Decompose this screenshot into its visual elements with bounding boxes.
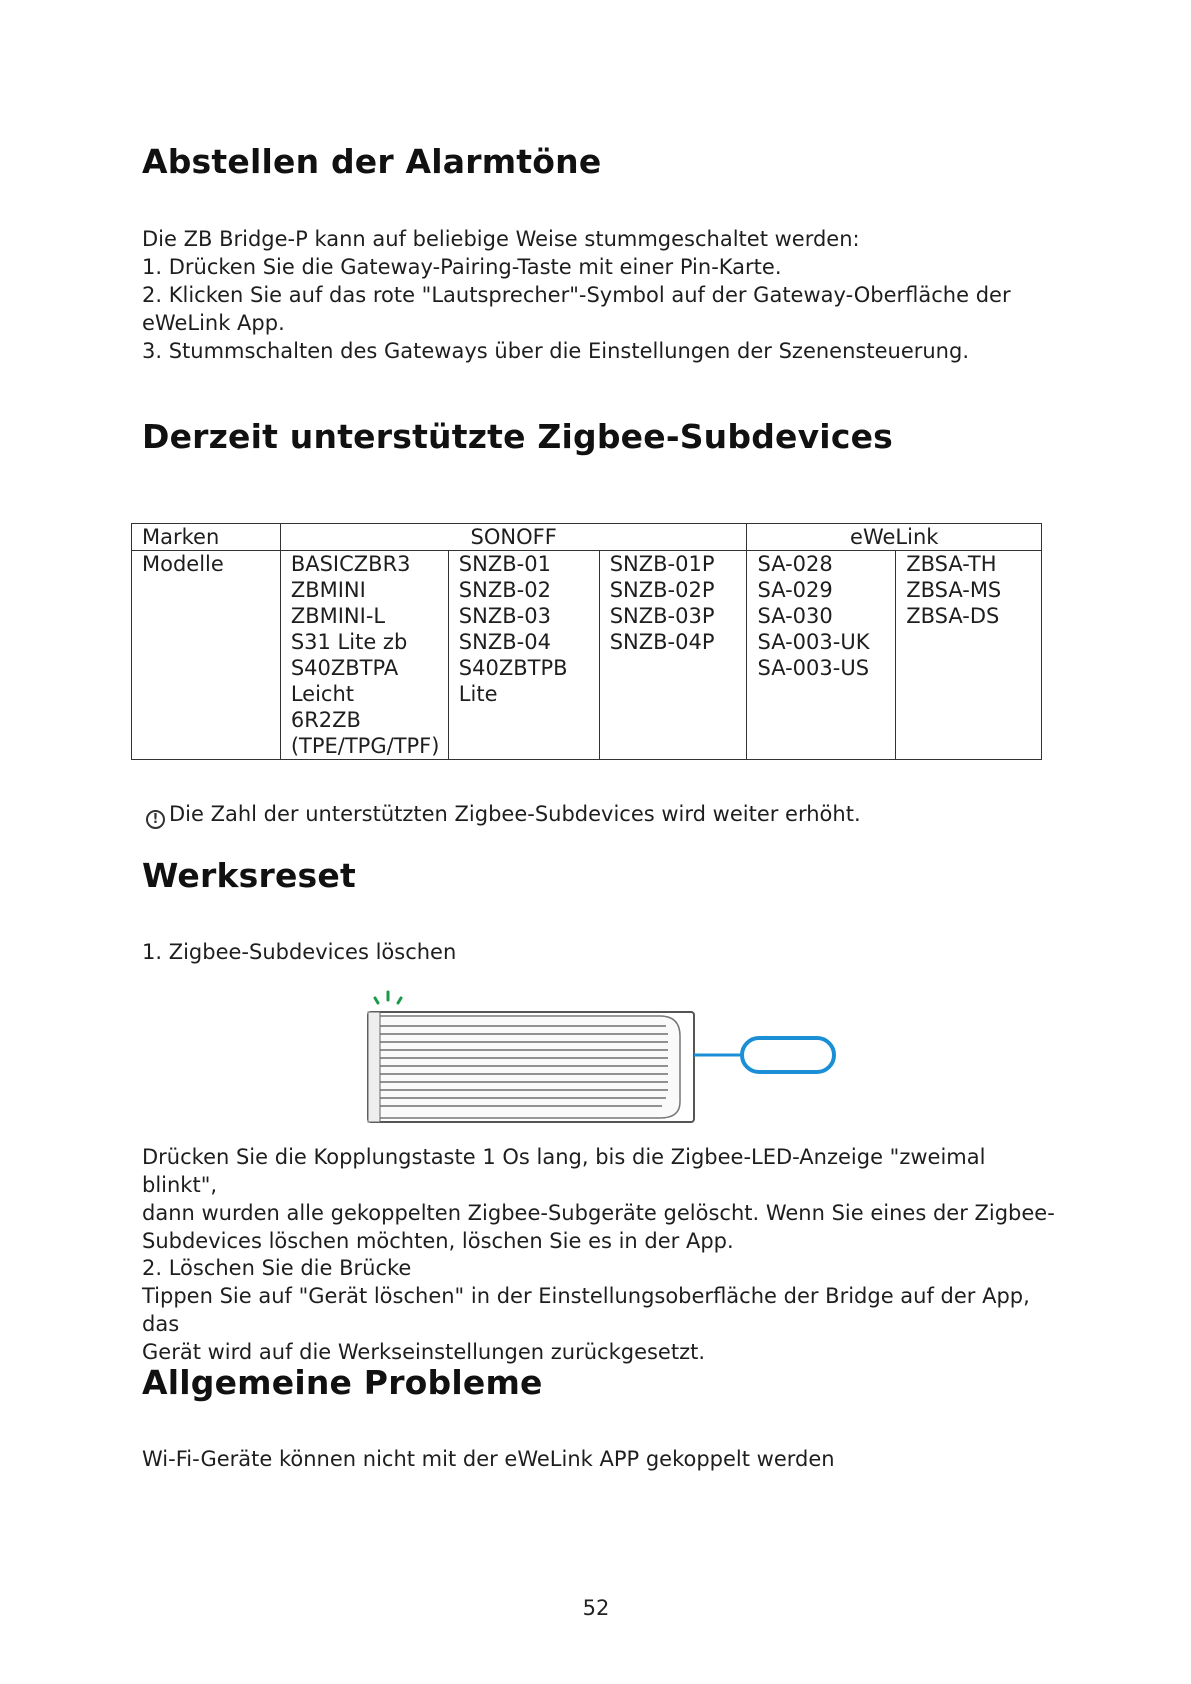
alarm-tones-text	[142, 225, 1042, 365]
note-text: Die Zahl der unterstützten Zigbee-Subdevices wird weiter erhöht.	[169, 802, 861, 826]
page-number: 52	[582, 1596, 610, 1620]
model-name: S31 Lite zb	[290, 630, 408, 654]
step2-title: 2. Löschen Sie die Brücke	[142, 1256, 412, 1280]
model-name: SA-030	[757, 604, 833, 628]
models-col-5	[896, 551, 1042, 760]
model-name: Leicht	[290, 682, 355, 706]
heading-alarm-tones: Abstellen der Alarmtöne	[142, 142, 602, 181]
model-name: SA-029	[757, 578, 833, 602]
text-line: Die ZB Bridge-P kann auf beliebige Weise stummgeschaltet werden:	[142, 227, 860, 251]
model-name: SA-003-UK	[757, 630, 870, 654]
model-name: S40ZBTPA	[290, 656, 399, 680]
models-label-cell: Modelle	[132, 551, 281, 760]
models-col-4	[747, 551, 896, 760]
text-line: dann wurden alle gekoppelten Zigbee-Subgeräte gelöscht. Wenn Sie eines der Zigbee-	[142, 1201, 1055, 1225]
models-col-1	[280, 551, 448, 760]
brand-sonoff-cell: SONOFF	[280, 524, 747, 551]
step2-block	[142, 1254, 1062, 1366]
models-col-3	[599, 551, 747, 760]
model-name: SNZB-03	[458, 604, 551, 628]
model-name: SNZB-02P	[609, 578, 715, 602]
model-name: SNZB-04P	[609, 630, 715, 654]
supported-devices-table	[131, 523, 1042, 760]
model-name: ZBSA-TH	[906, 552, 997, 576]
heading-supported-subdevices: Derzeit unterstützte Zigbee-Subdevices	[142, 417, 894, 456]
model-name: SNZB-04	[458, 630, 551, 654]
pairing-button-callout	[694, 1038, 834, 1072]
bridge-device-body	[368, 1012, 694, 1122]
model-name: BASICZBR3	[290, 552, 411, 576]
text-line: Subdevices löschen möchten, löschen Sie es in der App.	[142, 1229, 734, 1253]
model-name: ZBSA-MS	[906, 578, 1002, 602]
model-name: 6R2ZB	[290, 708, 361, 732]
brand-ewelink-cell: eWeLink	[747, 524, 1042, 551]
led-blink-icon	[375, 992, 401, 1003]
heading-general-problems: Allgemeine Probleme	[142, 1363, 543, 1402]
text-line: Gerät wird auf die Werkseinstellungen zurückgesetzt.	[142, 1340, 706, 1364]
heading-factory-reset: Werksreset	[142, 856, 356, 895]
text-line: eWeLink App.	[142, 311, 285, 335]
text-line: 3. Stummschalten des Gateways über die Einstellungen der Szenensteuerung.	[142, 339, 969, 363]
text-line: Drücken Sie die Kopplungstaste 1 Os lang, bis die Zigbee-LED-Anzeige "zweimal blinkt",	[142, 1145, 986, 1197]
models-col-2	[448, 551, 599, 760]
subdevices-note	[146, 800, 1046, 829]
text-line: 1. Drücken Sie die Gateway-Pairing-Taste mit einer Pin-Karte.	[142, 255, 782, 279]
model-name: (TPE/TPG/TPF)	[290, 734, 440, 758]
bridge-device-illustration	[360, 990, 850, 1126]
info-circle-icon: !	[146, 810, 165, 829]
brands-label-cell: Marken	[132, 524, 281, 551]
model-name: SNZB-01P	[609, 552, 715, 576]
model-name: Lite	[458, 682, 498, 706]
model-name: SNZB-01	[458, 552, 551, 576]
model-name: ZBSA-DS	[906, 604, 1000, 628]
step1-title: 1. Zigbee-Subdevices löschen	[142, 940, 457, 964]
model-name: SNZB-03P	[609, 604, 715, 628]
model-name: SA-003-US	[757, 656, 870, 680]
text-line: 2. Klicken Sie auf das rote "Lautsprecher"-Symbol auf der Gateway-Oberfläche der	[142, 283, 1011, 307]
text-line: Tippen Sie auf "Gerät löschen" in der Einstellungsoberfläche der Bridge auf der App, das	[142, 1284, 1030, 1336]
model-name: ZBMINI-L	[290, 604, 386, 628]
step1-description	[142, 1143, 1062, 1255]
model-name: S40ZBTPB	[458, 656, 568, 680]
general-problem-item: Wi-Fi-Geräte können nicht mit der eWeLink APP gekoppelt werden	[142, 1447, 835, 1471]
model-name: SA-028	[757, 552, 833, 576]
model-name: ZBMINI	[290, 578, 366, 602]
model-name: SNZB-02	[458, 578, 551, 602]
